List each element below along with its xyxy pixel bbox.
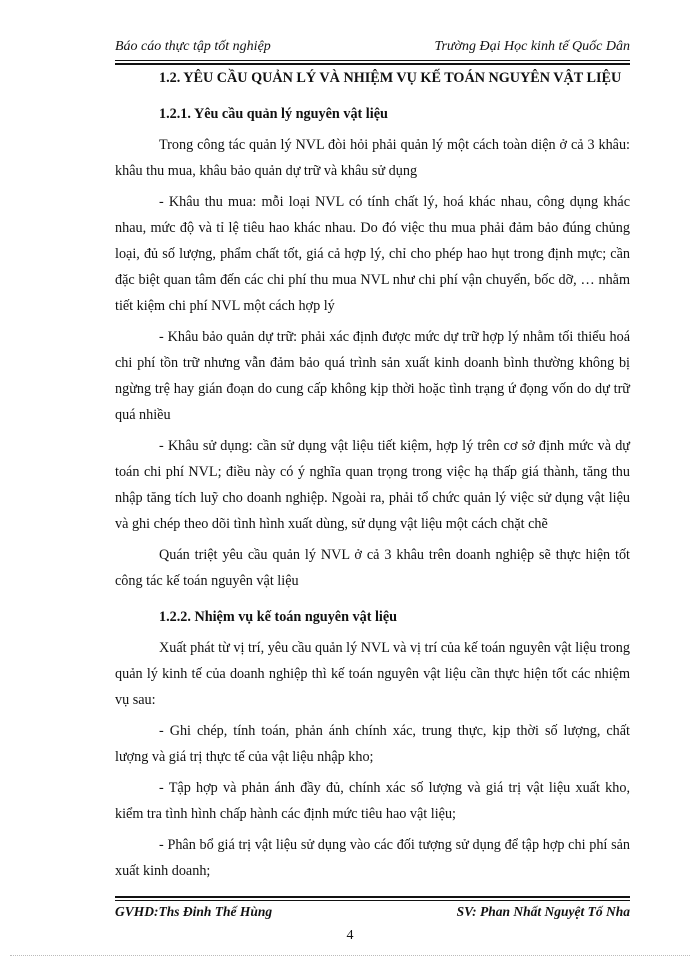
page-number: 4 <box>346 928 354 943</box>
footer-rule-thick <box>115 896 630 898</box>
paragraph: Trong công tác quản lý NVL đòi hỏi phải quản lý một cách toàn diện ở cả 3 khâu: khâu thu mua, khâu bảo quản dự trữ và khâu sử dụng <box>115 137 630 179</box>
header-right: Trường Đại Học kinh tế Quốc Dân <box>434 39 630 54</box>
page-content <box>115 64 630 889</box>
section-title: 1.2. YÊU CẦU QUẢN LÝ VÀ NHIỆM VỤ KẾ TOÁN NGUYÊN VẬT LIỆU <box>159 70 622 86</box>
paragraph: - Ghi chép, tính toán, phản ánh chính xác, trung thực, kịp thời số lượng, chất lượng và giá trị thực tế của vật liệu nhập kho; <box>115 723 630 765</box>
header-rule-thin <box>115 60 630 61</box>
paragraph: - Khâu bảo quản dự trữ: phải xác định được mức dự trữ hợp lý nhằm tối thiểu hoá chi phí tồn trữ nhưng vẫn đảm bảo quá trình sản xuất kinh doanh bình thường không bị ngừng trệ hay gián đoạn do cung cấp không kịp thời hoặc tình trạng ứ đọng vốn do dự trữ quá nhiều <box>115 329 630 423</box>
paragraph: Xuất phát từ vị trí, yêu cầu quản lý NVL và vị trí của kế toán nguyên vật liệu trong quản lý kinh tế của doanh nghiệp thì kế toán nguyên vật liệu cần thực hiện tốt các nhiệm vụ sau: <box>115 640 630 708</box>
footer-supervisor: GVHD:Ths Đinh Thế Hùng <box>115 904 273 919</box>
paragraph: - Tập hợp và phản ánh đầy đủ, chính xác số lượng và giá trị vật liệu xuất kho, kiểm tra tình hình chấp hành các định mức tiêu hao vật liệu; <box>115 780 630 822</box>
subsection-heading-1: 1.2.1. Yêu cầu quản lý nguyên vật liệu <box>159 106 388 122</box>
paragraph: - Phân bổ giá trị vật liệu sử dụng vào các đối tượng sử dụng để tập hợp chi phí sản xuất kinh doanh; <box>115 837 630 879</box>
header-left: Báo cáo thực tập tốt nghiệp <box>115 39 271 54</box>
paragraph: - Khâu thu mua: mỗi loại NVL có tính chất lý, hoá khác nhau, công dụng khác nhau, mức độ và tỉ lệ tiêu hao khác nhau. Do đó việc thu mua phải đảm bảo đúng chủng loại, đủ số lượng, phẩm chất tốt, giá cả hợp lý, chỉ cho phép hao hụt trong định mực; cần đặc biệt quan tâm đến các chi phí thu mua NVL như chi phí vận chuyển, bốc dỡ, … nhằm tiết kiệm chi phí NVL một cách hợp lý <box>115 194 630 314</box>
page-footer <box>115 903 630 921</box>
subsection-heading-2: 1.2.2. Nhiệm vụ kế toán nguyên vật liệu <box>159 609 398 625</box>
paragraph: Quán triệt yêu cầu quản lý NVL ở cả 3 khâu trên doanh nghiệp sẽ thực hiện tốt công tác kế toán nguyên vật liệu <box>115 547 630 589</box>
footer-rule-thin <box>115 900 630 901</box>
page-break-line <box>10 955 690 956</box>
paragraph: - Khâu sử dụng: cần sử dụng vật liệu tiết kiệm, hợp lý trên cơ sở định mức và dự toán chi phí NVL; điều này có ý nghĩa quan trọng trong việc hạ thấp giá thành, tăng thu nhập tăng tích luỹ cho doanh nghiệp. Ngoài ra, phải tổ chức quản lý việc sử dụng vật liệu và ghi chép theo dõi tình hình xuất dùng, sử dụng vật liệu một cách chặt chẽ <box>115 438 630 532</box>
section-heading <box>115 64 630 91</box>
page-header <box>115 38 630 56</box>
footer-student: SV: Phan Nhất Nguyệt Tố Nha <box>456 904 630 919</box>
